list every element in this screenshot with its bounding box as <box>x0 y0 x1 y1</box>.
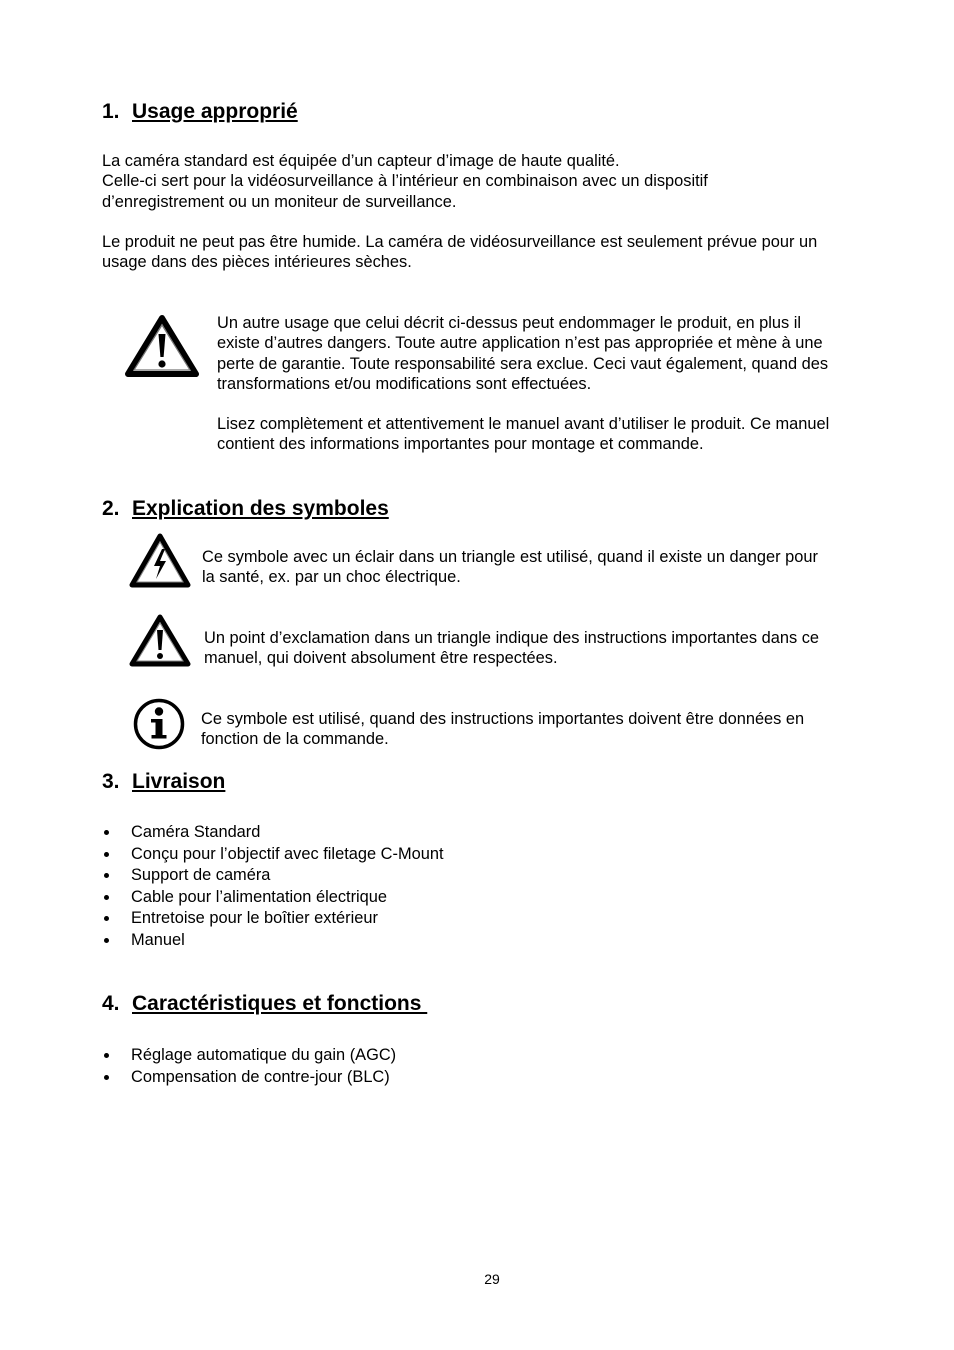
features-list <box>102 1045 396 1088</box>
list-item: Manuel <box>102 930 444 952</box>
section-title: Explication des symboles <box>132 497 389 520</box>
section-1-paragraph-2 <box>102 232 817 273</box>
text-line: Ce symbole avec un éclair dans un triangle est utilisé, quand il existe un danger pour <box>202 548 818 566</box>
section-number: 1. <box>102 100 120 123</box>
list-item: Caméra Standard <box>102 822 444 844</box>
text-line: contient des informations importantes pour montage et commande. <box>217 435 704 454</box>
section-number: 4. <box>102 992 120 1015</box>
section-title: Livraison <box>132 770 226 793</box>
text-line: Ce symbole est utilisé, quand des instructions importantes doivent être données en <box>201 710 805 728</box>
warning-triangle-icon <box>124 314 200 378</box>
text-line: Un autre usage que celui décrit ci-dessus peut endommager le produit, en plus il <box>217 314 802 332</box>
section-title: Caractéristiques et fonctions <box>132 992 428 1015</box>
warning-paragraph-1 <box>217 313 828 394</box>
section-1-heading <box>102 100 298 124</box>
symbol-description-lightning <box>202 547 818 588</box>
warning-paragraph-2 <box>217 414 829 455</box>
text-line: perte de garantie. Toute responsabilité sera exclue. Ceci vaut également, quand des <box>217 354 829 373</box>
list-item: Entretoise pour le boîtier extérieur <box>102 908 444 930</box>
text-line: d’enregistrement ou un moniteur de surveillance. <box>102 192 457 211</box>
section-2-heading <box>102 497 389 521</box>
section-1-paragraph-1 <box>102 151 708 212</box>
text-line: existe d’autres dangers. Toute autre application n’est pas appropriée et mène à une <box>217 334 823 353</box>
symbol-description-exclamation <box>204 628 819 669</box>
section-3-heading <box>102 770 225 794</box>
section-4-heading <box>102 992 427 1016</box>
section-title: Usage approprié <box>132 100 298 123</box>
page-number: 29 <box>484 1271 500 1287</box>
text-line: Lisez complètement et attentivement le manuel avant d’utiliser le produit. Ce manuel <box>217 415 830 433</box>
delivery-list <box>102 822 444 951</box>
text-line: La caméra standard est équipée d’un capteur d’image de haute qualité. <box>102 152 620 170</box>
list-item: Support de caméra <box>102 865 444 887</box>
list-item: Conçu pour l’objectif avec filetage C-Mount <box>102 844 444 866</box>
text-line: Le produit ne peut pas être humide. La caméra de vidéosurveillance est seulement prévue pour un <box>102 233 818 251</box>
text-line: la santé, ex. par un choc électrique. <box>202 568 461 587</box>
list-item: Cable pour l’alimentation électrique <box>102 887 444 909</box>
text-line: Celle-ci sert pour la vidéosurveillance à l’intérieur en combinaison avec un dispositif <box>102 172 708 191</box>
symbol-description-info <box>201 709 804 750</box>
section-number: 3. <box>102 770 120 793</box>
exclamation-triangle-icon <box>129 614 191 668</box>
section-number: 2. <box>102 497 120 520</box>
text-line: manuel, qui doivent absolument être respectées. <box>204 649 558 668</box>
text-line: usage dans des pièces intérieures sèches. <box>102 253 412 272</box>
info-circle-icon <box>132 697 186 751</box>
lightning-triangle-icon <box>129 533 191 589</box>
list-item: Compensation de contre-jour (BLC) <box>102 1067 396 1089</box>
text-line: fonction de la commande. <box>201 730 389 749</box>
text-line: Un point d’exclamation dans un triangle indique des instructions importantes dans ce <box>204 629 820 647</box>
list-item: Réglage automatique du gain (AGC) <box>102 1045 396 1067</box>
text-line: transformations et/ou modifications sont effectuées. <box>217 374 592 393</box>
